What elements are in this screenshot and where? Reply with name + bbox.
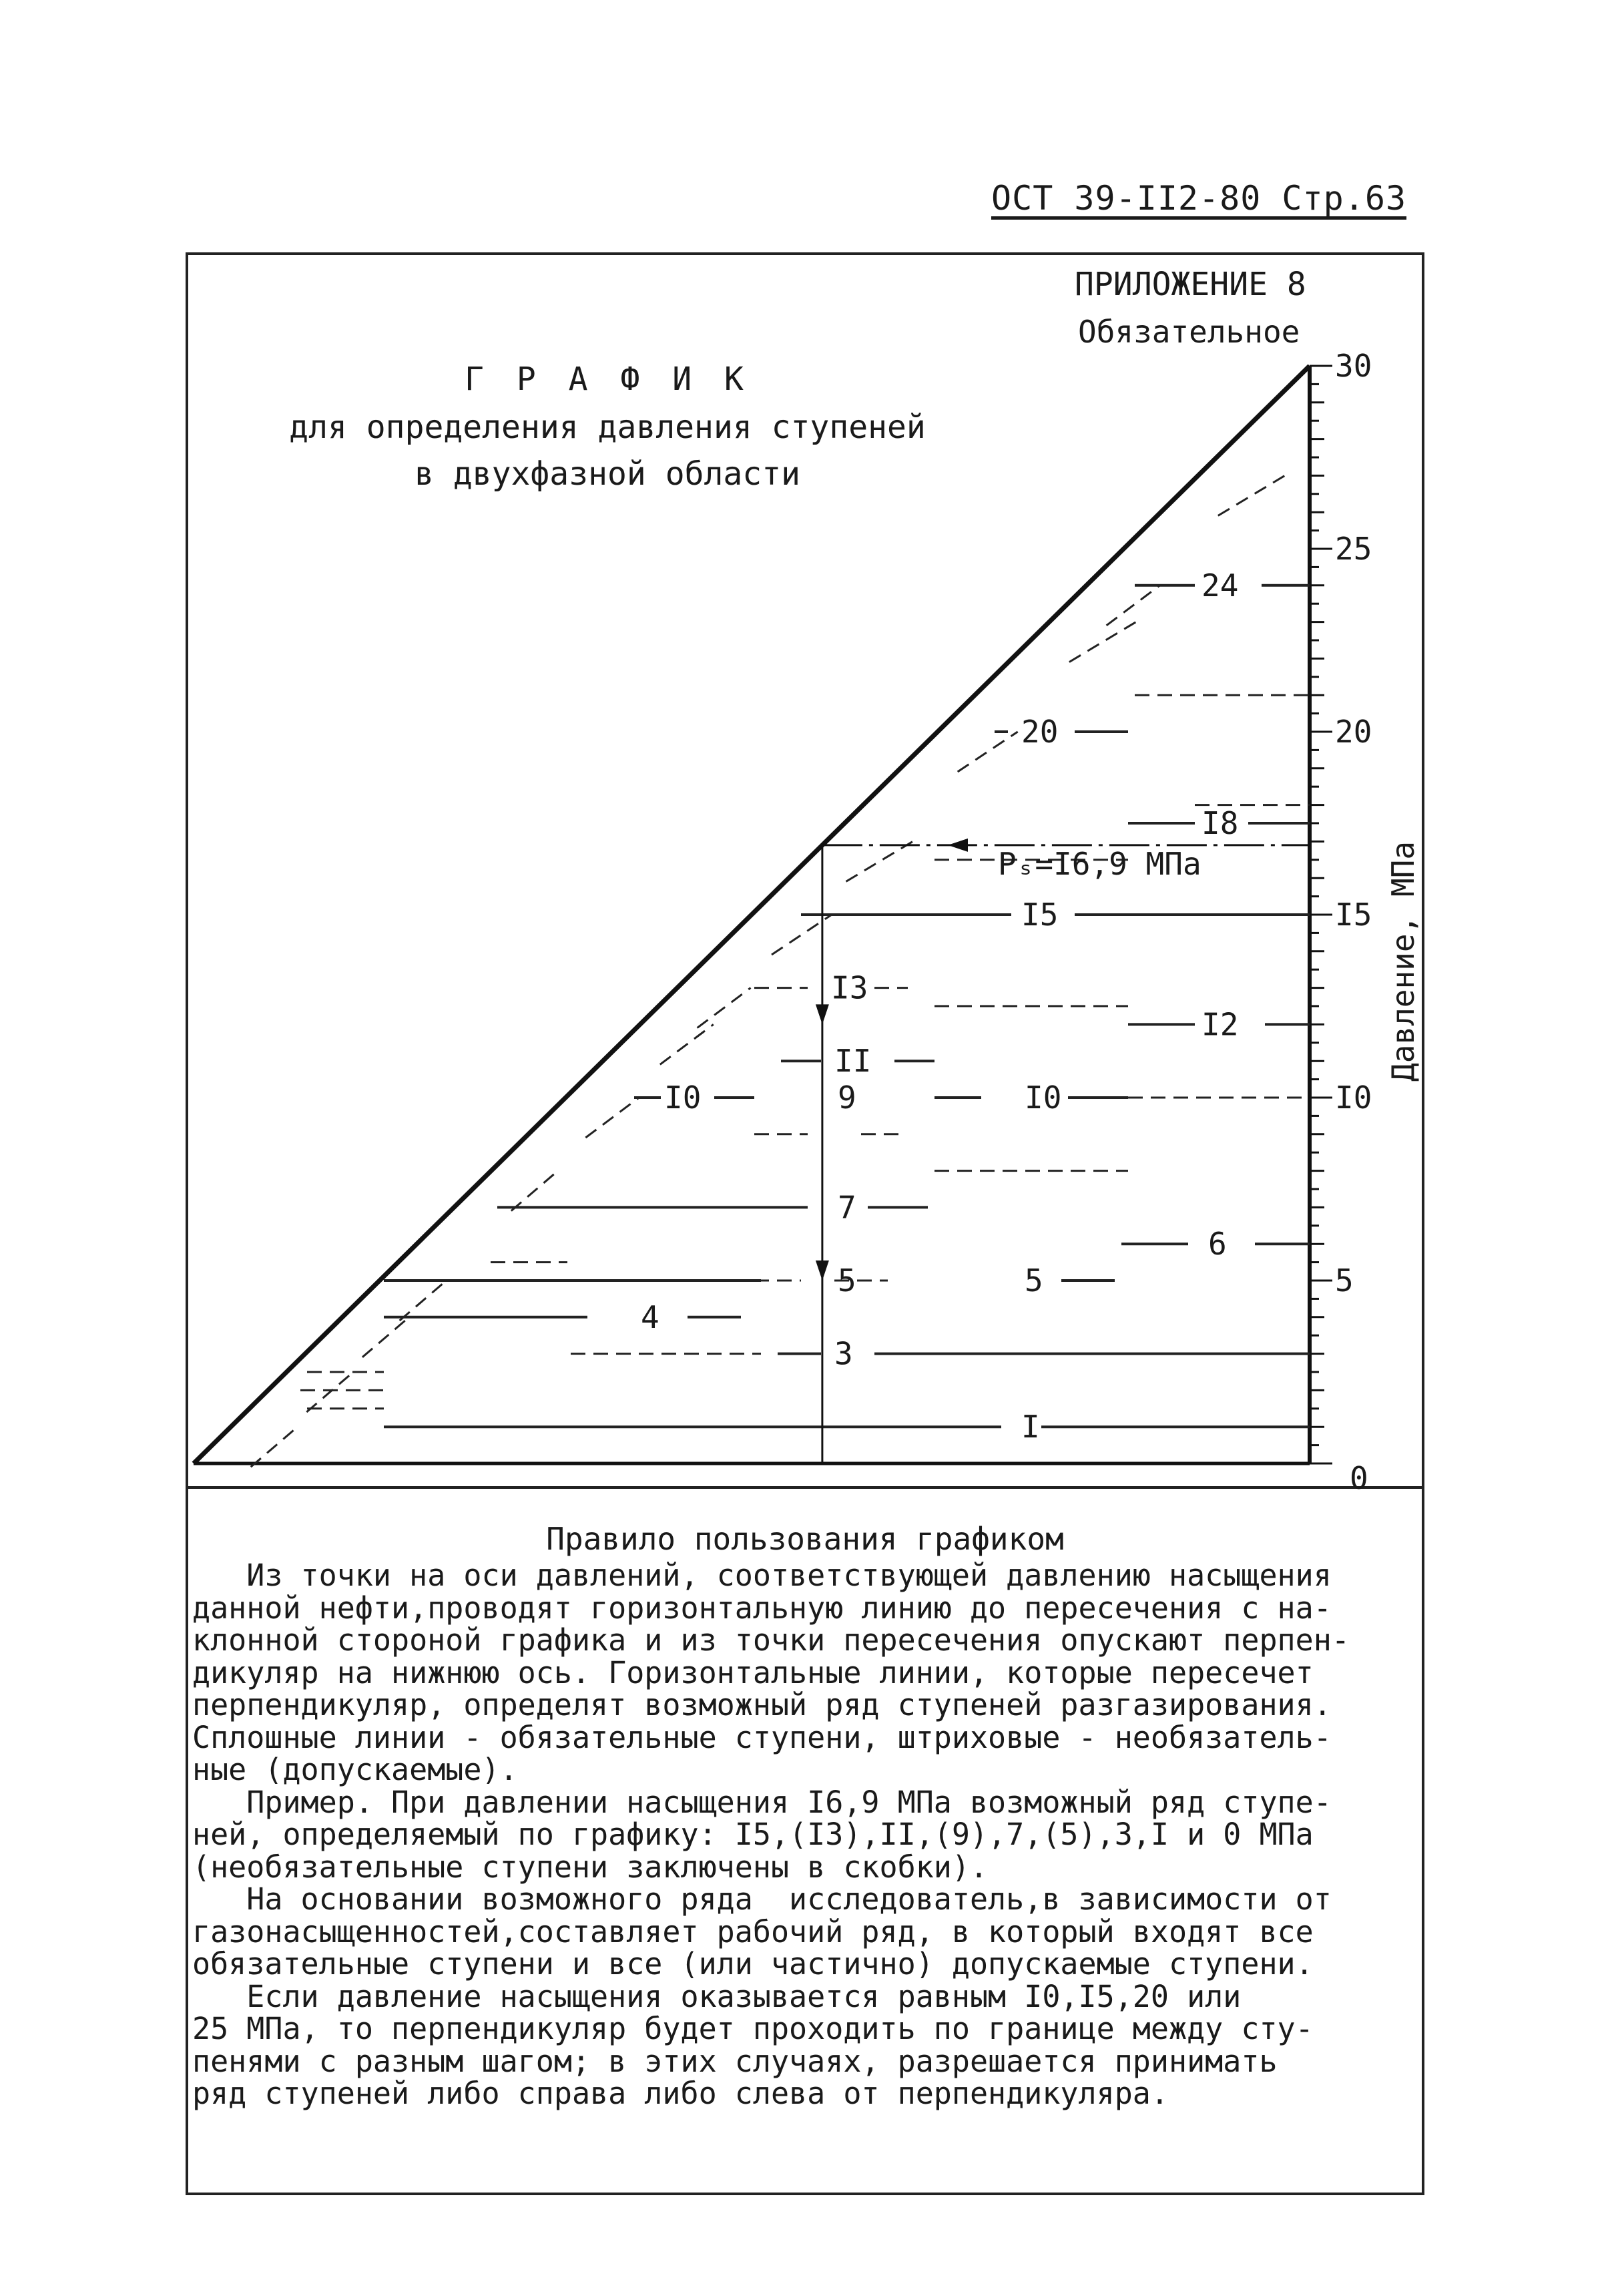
dashed-connector (251, 1427, 298, 1467)
chart-title-line2: в двухфазной области (415, 455, 800, 493)
step-label: 7 (838, 1189, 856, 1226)
tick-label: 0 (1350, 1460, 1368, 1496)
rules-line: Из точки на оси давлений, соответствующей давлению насыщения (192, 1558, 1332, 1593)
step-label: 9 (838, 1080, 856, 1116)
rules-line: (необязательные ступени заключены в скобки). (192, 1849, 989, 1885)
step-label: I0 (1025, 1080, 1062, 1116)
rules-line: газонасыщенностей,составляет рабочий ряд, в который входят все (192, 1913, 1314, 1949)
dashed-connector (362, 1317, 409, 1357)
rules-line: Сплошные линии - обязательные ступени, штриховые - необязатель- (192, 1719, 1332, 1755)
down-arrow-icon (816, 1260, 829, 1281)
step-label: 4 (641, 1299, 659, 1335)
rules-line: ряд ступеней либо справа либо слева от перпендикуляра. (192, 2076, 1169, 2111)
annex-status: Обязательное (1078, 314, 1300, 350)
step-label: II (834, 1043, 872, 1080)
dashed-connector (400, 1281, 447, 1321)
rules-line: Пример. При давлении насыщения I6,9 МПа возможный ряд ступе- (192, 1784, 1332, 1820)
rules-line: обязательные ступени и все (или частично) допускаемые ступени. (192, 1946, 1314, 1982)
step-label: I5 (1021, 897, 1059, 933)
dashed-connector (660, 1024, 714, 1064)
chart-title-word: Г Р А Ф И К (465, 361, 750, 398)
tick-label: 30 (1335, 348, 1372, 384)
document-reference: ОСТ 39-II2-80 Стр.63 (991, 179, 1407, 218)
step-label: 5 (1025, 1262, 1043, 1299)
down-arrow-icon (816, 1004, 829, 1024)
dashed-connector (958, 732, 1018, 772)
annex-label: ПРИЛОЖЕНИЕ 8 (1075, 266, 1306, 303)
rules-line: перпендикуляр, определят возможный ряд ступеней разгазирования. (192, 1687, 1332, 1723)
chart-title-line1: для определения давления ступеней (289, 409, 926, 446)
step-label: 24 (1201, 567, 1239, 604)
tick-label: I5 (1335, 897, 1372, 933)
y-axis-label: Давление, МПа (1385, 841, 1421, 1082)
rules-line: данной нефти,проводят горизонтальную линию до пересечения с на- (192, 1590, 1332, 1626)
rules-line: Если давление насыщения оказывается равным I0,I5,20 или (192, 1978, 1242, 2014)
step-label: I (1021, 1409, 1040, 1445)
step-label: I0 (664, 1080, 702, 1116)
step-label: 6 (1208, 1226, 1227, 1262)
tick-label: 5 (1335, 1262, 1354, 1299)
rules-line: На основании возможного ряда исследователь,в зависимости от (192, 1881, 1332, 1917)
tick-label: I0 (1335, 1080, 1372, 1116)
step-label: I2 (1201, 1006, 1239, 1043)
example-pressure-label: Pₛ=I6,9 МПа (998, 845, 1201, 882)
dashed-connector (846, 841, 912, 881)
step-label: 3 (834, 1335, 853, 1372)
dashed-connector (1069, 622, 1136, 662)
rules-line: пенями с разным шагом; в этих случаях, разрешается принимать (192, 2043, 1278, 2079)
rules-line: дикуляр на нижнюю ось. Горизонтальные линии, которые пересечет (192, 1654, 1314, 1690)
rules-line: ней, определяемый по графику: I5,(I3),II,(9),7,(5),3,I и 0 МПа (192, 1817, 1314, 1852)
rules-text (192, 1560, 1420, 2110)
step-label: I8 (1201, 805, 1239, 841)
tick-label: 20 (1335, 714, 1372, 750)
rules-heading: Правило пользования графиком (546, 1521, 1064, 1557)
dashed-connector (585, 1098, 639, 1138)
tick-label: 25 (1335, 531, 1372, 567)
rules-line: клонной стороной графика и из точки пересечения опускают перпен- (192, 1622, 1350, 1658)
step-label: 20 (1021, 714, 1059, 750)
left-arrow-icon (948, 839, 968, 852)
rules-line: 25 МПа, то перпендикуляр будет проходить по границе между сту- (192, 2011, 1314, 2046)
dashed-connector (698, 988, 751, 1028)
dashed-connector (1218, 475, 1285, 515)
dashed-connector (511, 1171, 558, 1211)
dashed-connector (306, 1372, 353, 1412)
step-label: 5 (838, 1262, 856, 1299)
step-label: I3 (831, 969, 868, 1006)
dashed-connector (1107, 586, 1160, 626)
rules-line: ные (допускаемые). (192, 1752, 518, 1787)
